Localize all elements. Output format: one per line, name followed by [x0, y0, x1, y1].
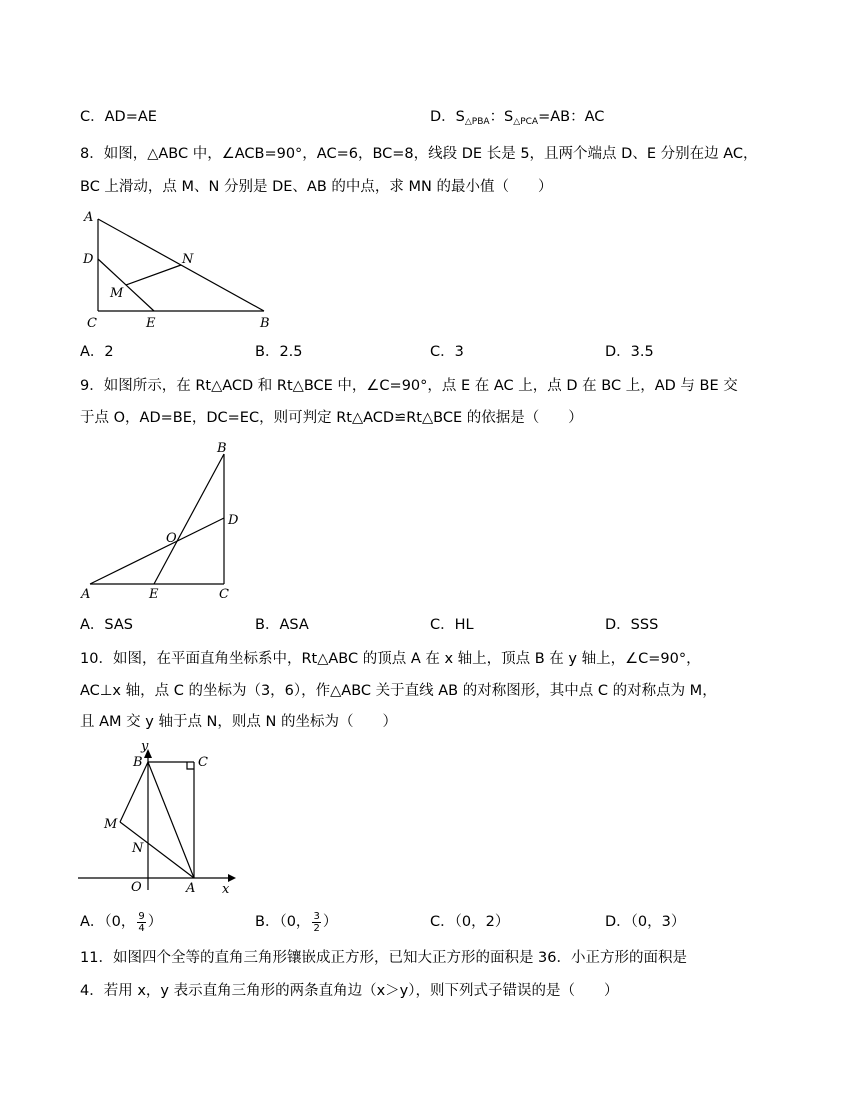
- q10-x-arrow-icon: [228, 874, 236, 882]
- q8-option-b: B．2.5: [255, 344, 303, 360]
- q8-stem-line1: 8．如图，△ABC 中，∠ACB=90°，AC=6，BC=8，线段 DE 长是 5，且两个端点 D、E 分别在边 AC，: [80, 146, 758, 162]
- q8-label-c: C: [87, 316, 97, 331]
- q9-option-b: B．ASA: [255, 617, 309, 633]
- q9-segment-ad: [90, 518, 224, 584]
- q10-option-a: [80, 907, 162, 937]
- q9-label-b: B: [217, 441, 227, 456]
- q10-right-angle-mark: [187, 762, 194, 769]
- q7-option-d: [430, 107, 604, 132]
- q10-option-d: D．（0，3）: [605, 914, 686, 930]
- q10-stem-line3: 且 AM 交 y 轴于点 N，则点 N 的坐标为（ ）: [80, 714, 397, 730]
- q10-label-o: O: [131, 880, 142, 895]
- q10-stem-line1: 10．如图，在平面直角坐标系中，Rt△ABC 的顶点 A 在 x 轴上，顶点 B 在 y 轴上，∠C=90°，: [80, 651, 701, 667]
- q8-option-d: D．3.5: [605, 344, 654, 360]
- q9-label-c: C: [219, 587, 229, 602]
- q8-label-d: D: [83, 252, 94, 267]
- q7-option-d-mid: ：S: [489, 109, 514, 125]
- q7-option-d-sub1: △PBA: [464, 117, 490, 127]
- q9-label-e: E: [149, 587, 159, 602]
- q9-label-a: A: [81, 587, 91, 602]
- q10-label-n: N: [132, 841, 144, 856]
- q8-label-m: M: [110, 286, 124, 301]
- q9-label-o: O: [166, 531, 177, 546]
- q7-option-d-sub2: △PCA: [513, 117, 539, 127]
- q7-option-d-prefix: D．S: [430, 109, 465, 125]
- q10-option-b-fraction: [312, 911, 320, 934]
- q10-option-a-denominator: 4: [138, 922, 145, 934]
- q9-stem-line2: 于点 O，AD=BE，DC=EC，则可判定 Rt△ACD≌Rt△BCE 的依据是（ ）: [80, 410, 583, 426]
- q10-option-b-denominator: 2: [313, 922, 320, 934]
- q10-label-x: x: [222, 882, 230, 897]
- q8-figure: [78, 205, 278, 335]
- q9-option-a: A．SAS: [80, 617, 134, 633]
- q10-option-c: C．（0，2）: [430, 914, 510, 930]
- q10-option-b-prefix: B．（0，: [255, 914, 311, 930]
- q9-label-d: D: [228, 513, 239, 528]
- q10-label-c: C: [198, 755, 208, 770]
- q10-option-b: [255, 907, 337, 937]
- q7-option-c: C．AD=AE: [80, 109, 157, 125]
- q10-segment-bm: [120, 762, 148, 822]
- q8-option-a: A．2: [80, 344, 114, 360]
- q10-option-a-fraction: [137, 911, 145, 934]
- q7-option-d-suffix: =AB：AC: [538, 109, 605, 125]
- q8-stem-line2: BC 上滑动，点 M、N 分别是 DE、AB 的中点，求 MN 的最小值（ ）: [80, 179, 553, 195]
- q9-segment-be: [154, 454, 224, 584]
- q10-option-b-numerator: 3: [313, 910, 320, 922]
- q10-option-a-prefix: A．（0，: [80, 914, 136, 930]
- q9-option-d: D．SSS: [605, 617, 659, 633]
- q8-label-e: E: [146, 316, 156, 331]
- q9-option-c: C．HL: [430, 617, 474, 633]
- q8-label-b: B: [260, 316, 270, 331]
- q10-option-a-suffix: ）: [147, 914, 163, 930]
- q10-option-a-numerator: 9: [138, 910, 145, 922]
- q10-figure: [78, 740, 248, 900]
- q10-label-b: B: [133, 755, 143, 770]
- q8-label-a: A: [84, 210, 94, 225]
- q9-figure: [78, 436, 248, 606]
- q11-stem-line1: 11．如图四个全等的直角三角形镶嵌成正方形，已知大正方形的面积是 36．小正方形的面积是: [80, 950, 688, 966]
- q11-stem-line2: 4．若用 x，y 表示直角三角形的两条直角边（x＞y），则下列式子错误的是（ ）: [80, 983, 619, 999]
- q10-option-b-suffix: ）: [322, 914, 338, 930]
- q9-stem-line1: 9．如图所示，在 Rt△ACD 和 Rt△BCE 中，∠C=90°，点 E 在 AC 上，点 D 在 BC 上，AD 与 BE 交: [80, 378, 738, 394]
- q8-label-n: N: [182, 252, 194, 267]
- q10-stem-line2: AC⊥x 轴，点 C 的坐标为（3，6），作△ABC 关于直线 AB 的对称图形，其中点 C 的对称点为 M，: [80, 683, 717, 699]
- q10-label-m: M: [104, 817, 118, 832]
- q10-label-y: y: [141, 739, 149, 754]
- q8-segment-mn: [126, 265, 181, 285]
- q10-label-a: A: [186, 881, 196, 896]
- q8-option-c: C．3: [430, 344, 464, 360]
